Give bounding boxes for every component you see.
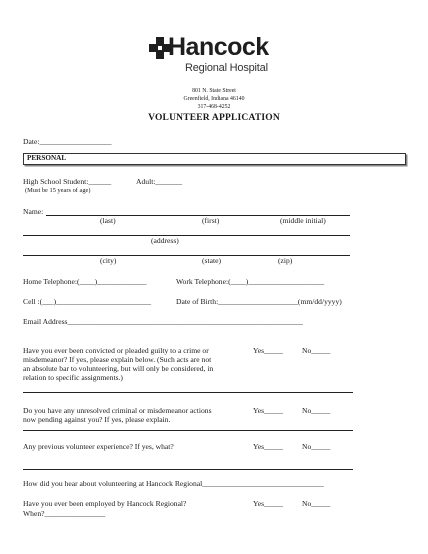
q3-explain-line[interactable] <box>23 469 353 470</box>
q1-line-2: misdemeanor? If yes, please explain below. (Such acts are not <box>23 355 212 364</box>
home-telephone-field[interactable]: Home Telephone:(____)_____________ <box>23 277 147 286</box>
q1-line-1: Have you ever been convicted or pleaded guilty to a crime or <box>23 346 209 355</box>
q2-line-2: now pending against you? If yes, please explain. <box>23 415 171 424</box>
address-input-line[interactable] <box>23 235 350 236</box>
email-address-field[interactable]: Email Address______________________________________________________________ <box>23 317 303 326</box>
date-of-birth-field[interactable]: Date of Birth:_____________________(mm/dd/yyyy) <box>176 297 342 306</box>
date-field[interactable]: Date:___________________ <box>23 137 112 146</box>
q2-yes-field[interactable]: Yes_____ <box>253 406 284 415</box>
section-label: PERSONAL <box>27 154 67 162</box>
city-state-zip-input-line[interactable] <box>23 255 350 256</box>
q1-yes-field[interactable]: Yes_____ <box>253 346 284 355</box>
q1-explain-line[interactable] <box>23 392 353 393</box>
q1-line-4: relation to specific assignments.) <box>23 373 123 382</box>
q5-text: Have you ever been employed by Hancock Regional? <box>23 499 187 508</box>
q2-no-field[interactable]: No_____ <box>302 406 331 415</box>
q3-text: Any previous volunteer experience? If yes, what? <box>23 442 174 451</box>
phone-number: 317-468-4252 <box>197 104 231 110</box>
q4-field[interactable]: How did you hear about volunteering at Hancock Regional________________________________ <box>23 479 324 488</box>
high-school-student-field[interactable]: High School Student:______ <box>23 177 112 186</box>
q2-line-1: Do you have any unresolved criminal or misdemeanor actions <box>23 406 212 415</box>
q5-no-field[interactable]: No_____ <box>302 499 331 508</box>
section-header-personal <box>23 153 406 165</box>
q2-explain-line[interactable] <box>23 430 353 431</box>
name-label: Name: <box>23 207 44 216</box>
address-caption: (address) <box>151 236 179 245</box>
zip-caption: (zip) <box>278 256 293 265</box>
address-line-2: Greenfield, Indiana 46140 <box>183 96 245 102</box>
logo-subtitle: Regional Hospital <box>185 62 268 74</box>
q5-yes-field[interactable]: Yes_____ <box>253 499 284 508</box>
cell-phone-field[interactable]: Cell :(___)_________________________ <box>23 297 152 306</box>
adult-field[interactable]: Adult:_______ <box>136 177 182 186</box>
q1-no-field[interactable]: No_____ <box>302 346 331 355</box>
page-title: VOLUNTEER APPLICATION <box>148 113 280 123</box>
logo-wordmark: Hancock <box>168 33 269 61</box>
q5-when-field[interactable]: When?________________ <box>23 509 106 518</box>
q1-line-3: an absolute bar to volunteering, but will only be considered, in <box>23 364 214 373</box>
q3-no-field[interactable]: No_____ <box>302 442 331 451</box>
work-telephone-field[interactable]: Work Telephone:(____)____________________ <box>176 277 325 286</box>
city-caption: (city) <box>100 256 117 265</box>
name-last-caption: (last) <box>100 216 116 225</box>
address-line-1: 801 N. State Street <box>192 88 236 94</box>
state-caption: (state) <box>202 256 221 265</box>
name-middle-caption: (middle initial) <box>280 216 326 225</box>
q3-yes-field[interactable]: Yes_____ <box>253 442 284 451</box>
name-first-caption: (first) <box>202 216 220 225</box>
min-age-note: (Must be 15 years of age) <box>25 187 91 194</box>
